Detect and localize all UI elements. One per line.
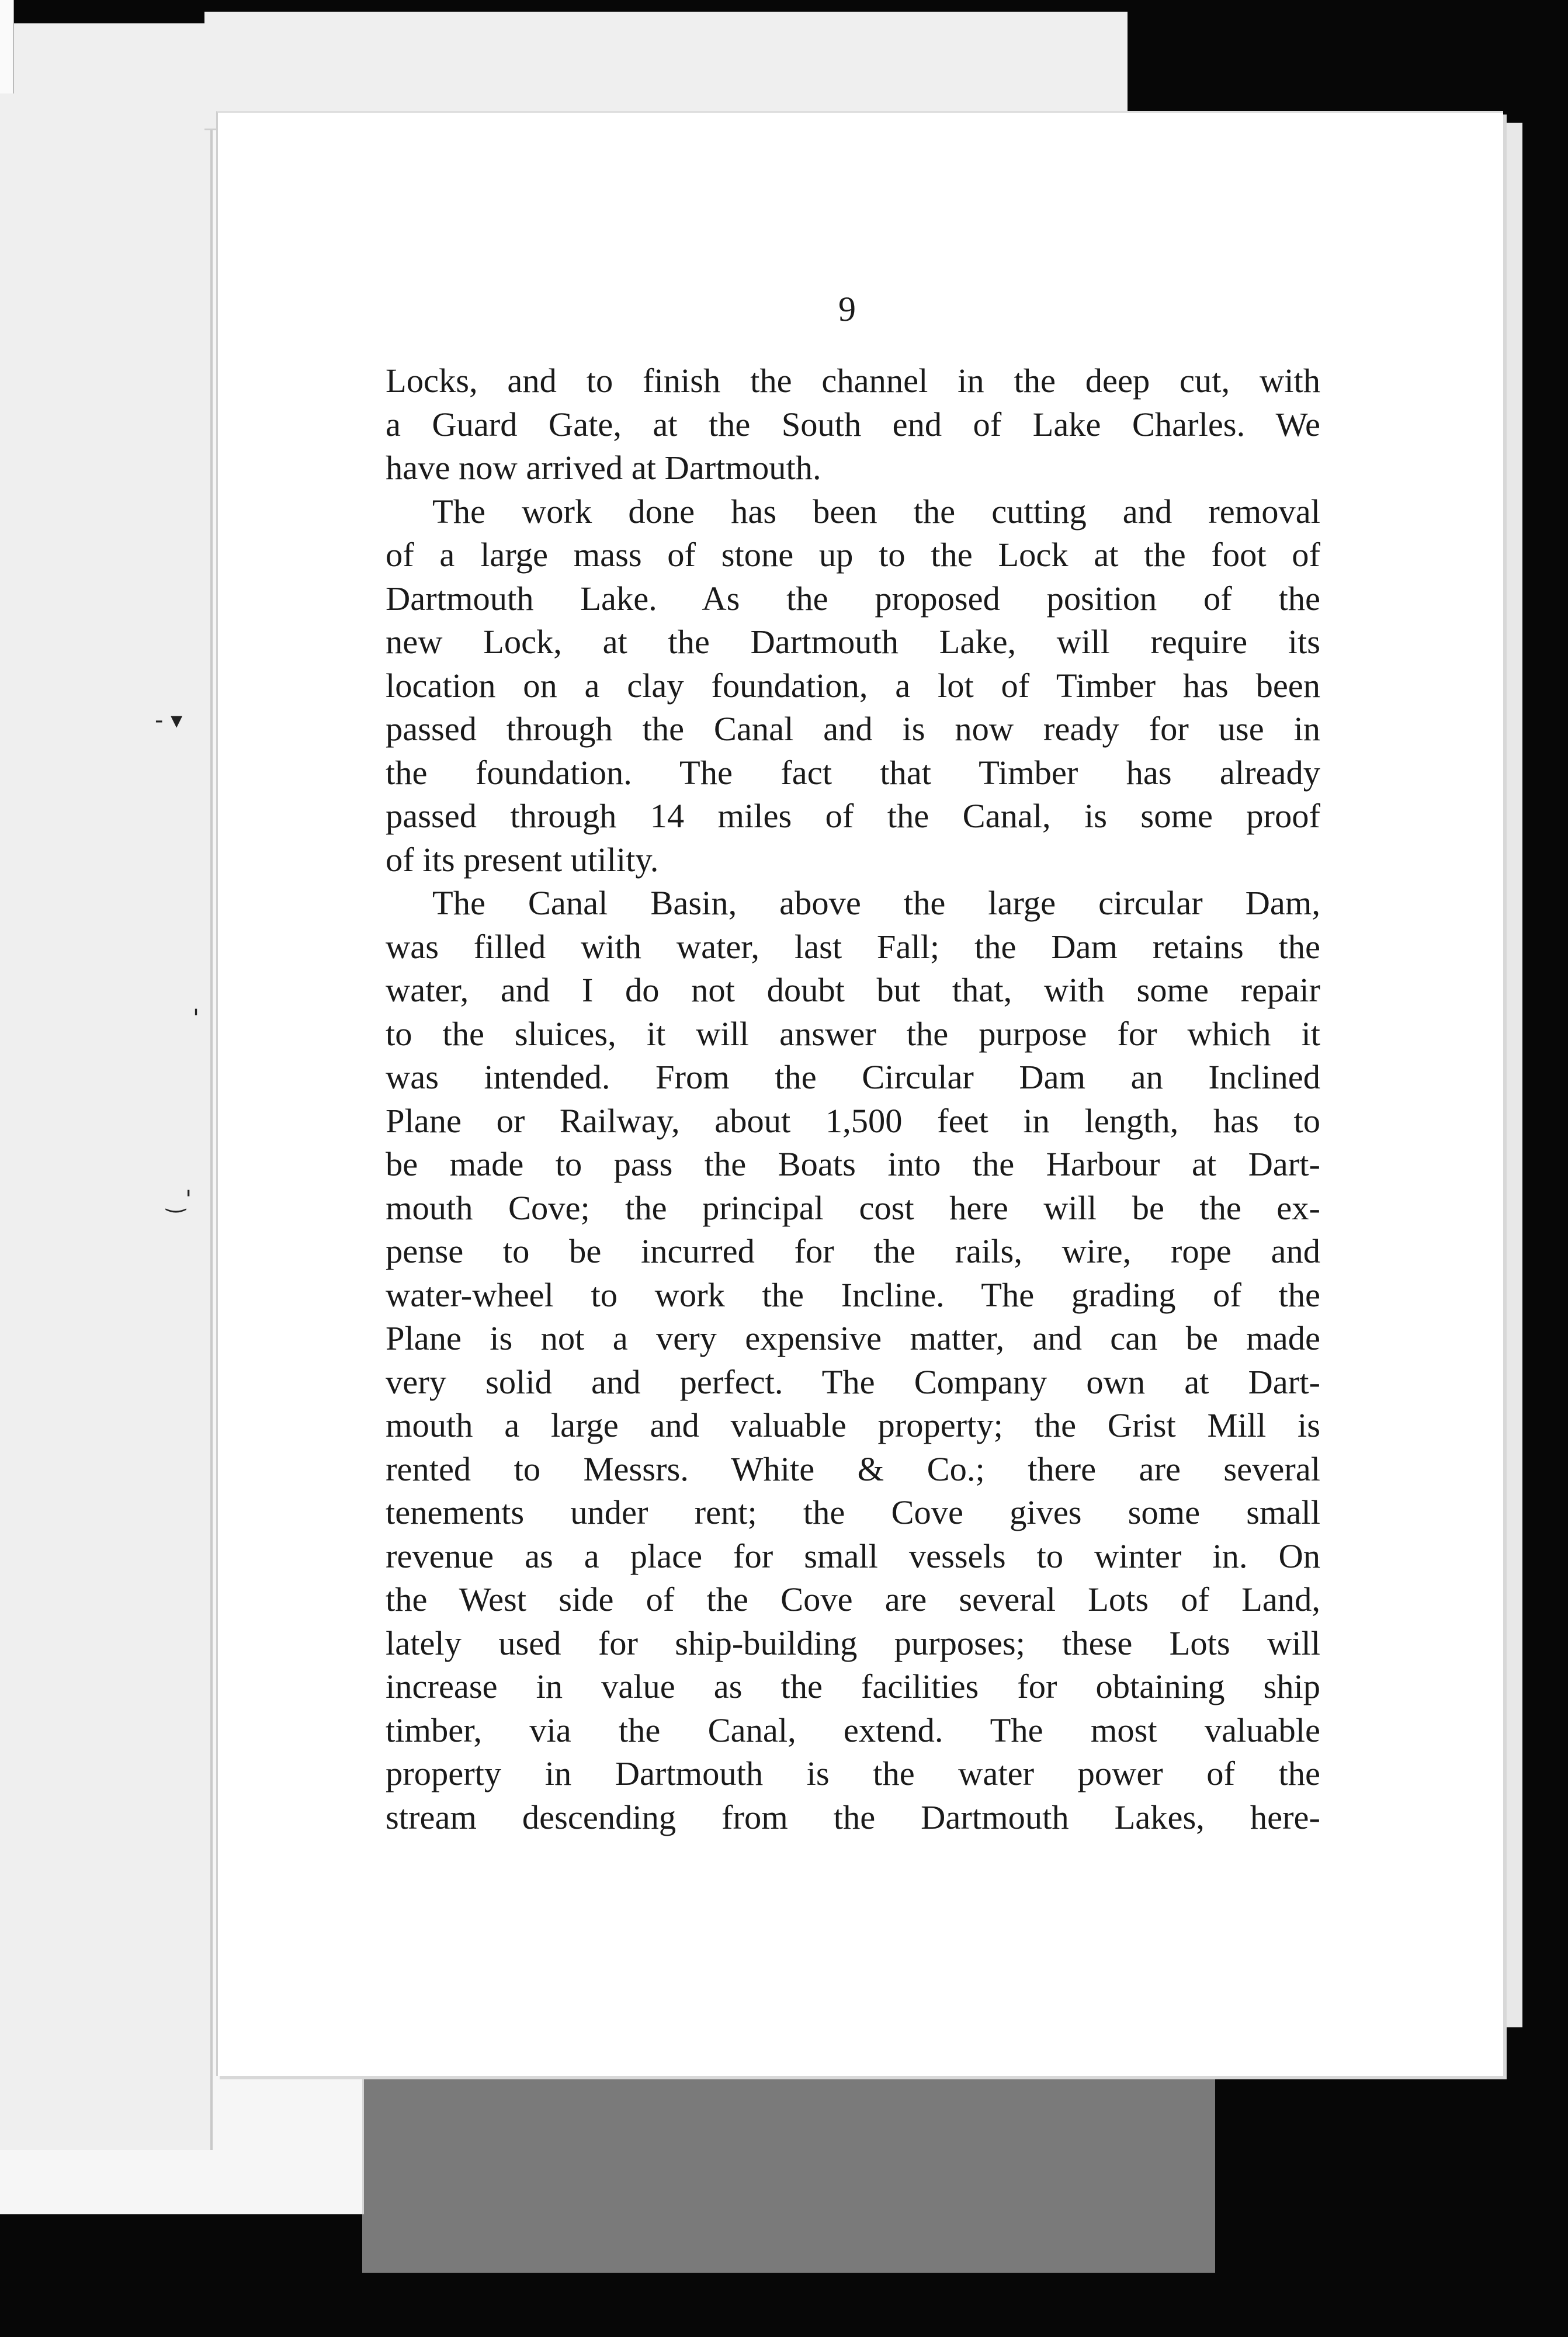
text-line: was intended. From the Circular Dam an Inclined bbox=[386, 1058, 1320, 1096]
text-line: Plane or Railway, about 1,500 feet in length, has to bbox=[386, 1101, 1320, 1140]
text-line: have now arrived at Dartmouth. bbox=[386, 449, 821, 487]
text-line: Plane is not a very expensive matter, and can be made bbox=[386, 1319, 1320, 1357]
text-line: location on a clay foundation, a lot of Timber has been bbox=[386, 666, 1320, 705]
text-line: stream descending from the Dartmouth Lakes, here- bbox=[386, 1798, 1320, 1836]
text-line: Dartmouth Lake. As the proposed position of the bbox=[386, 579, 1320, 618]
film-grey-patch-bottom bbox=[362, 2068, 1215, 2273]
text-line: the foundation. The fact that Timber has already bbox=[386, 753, 1320, 792]
text-line: water-wheel to work the Incline. The grading of the bbox=[386, 1275, 1320, 1314]
text-line: The Canal Basin, above the large circular Dam, bbox=[432, 884, 1320, 922]
text-line: pense to be incurred for the rails, wire, rope and bbox=[386, 1232, 1320, 1270]
page-edge-strip bbox=[0, 0, 14, 93]
text-line: Locks, and to finish the channel in the deep cut, with bbox=[386, 362, 1320, 400]
facing-page-edge bbox=[0, 23, 213, 2150]
text-line: the West side of the Cove are several Lots of Land, bbox=[386, 1580, 1320, 1618]
text-line: increase in value as the facilities for obtaining ship bbox=[386, 1667, 1320, 1705]
text-line: of its present utility. bbox=[386, 840, 659, 879]
text-line: mouth Cove; the principal cost here will be the ex- bbox=[386, 1188, 1320, 1227]
page-number: 9 bbox=[838, 290, 856, 328]
text-line: very solid and perfect. The Company own at Dart- bbox=[386, 1362, 1320, 1401]
text-line: revenue as a place for small vessels to winter in. On bbox=[386, 1537, 1320, 1575]
text-line: to the sluices, it will answer the purpose for which it bbox=[386, 1014, 1320, 1053]
margin-mark: ‿' bbox=[166, 1186, 192, 1213]
text-line: property in Dartmouth is the water power of the bbox=[386, 1755, 1320, 1792]
text-line: be made to pass the Boats into the Harbour at Dart- bbox=[386, 1145, 1320, 1183]
text-line: was filled with water, last Fall; the Dam retains the bbox=[386, 927, 1320, 966]
text-line: rented to Messrs. White & Co.; there are several bbox=[386, 1450, 1320, 1488]
text-line: lately used for ship-building purposes; these Lots will bbox=[386, 1624, 1320, 1662]
body-text bbox=[386, 359, 1320, 1839]
text-line: The work done has been the cutting and removal bbox=[432, 492, 1320, 530]
text-line: passed through the Canal and is now ready for use in bbox=[386, 710, 1320, 748]
margin-mark: - ▾ bbox=[155, 707, 183, 734]
margin-mark: ' bbox=[193, 1005, 199, 1032]
text-line: new Lock, at the Dartmouth Lake, will require its bbox=[386, 623, 1320, 661]
text-line: passed through 14 miles of the Canal, is some proof bbox=[386, 797, 1320, 835]
text-line: water, and I do not doubt but that, with some repair bbox=[386, 971, 1320, 1009]
text-line: a Guard Gate, at the South end of Lake Charles. We bbox=[386, 405, 1320, 443]
text-line: tenements under rent; the Cove gives some small bbox=[386, 1493, 1320, 1531]
text-line: of a large mass of stone up to the Lock at the foot of bbox=[386, 536, 1320, 574]
text-line: mouth a large and valuable property; the Grist Mill is bbox=[386, 1406, 1320, 1444]
text-line: timber, via the Canal, extend. The most valuable bbox=[386, 1711, 1320, 1749]
